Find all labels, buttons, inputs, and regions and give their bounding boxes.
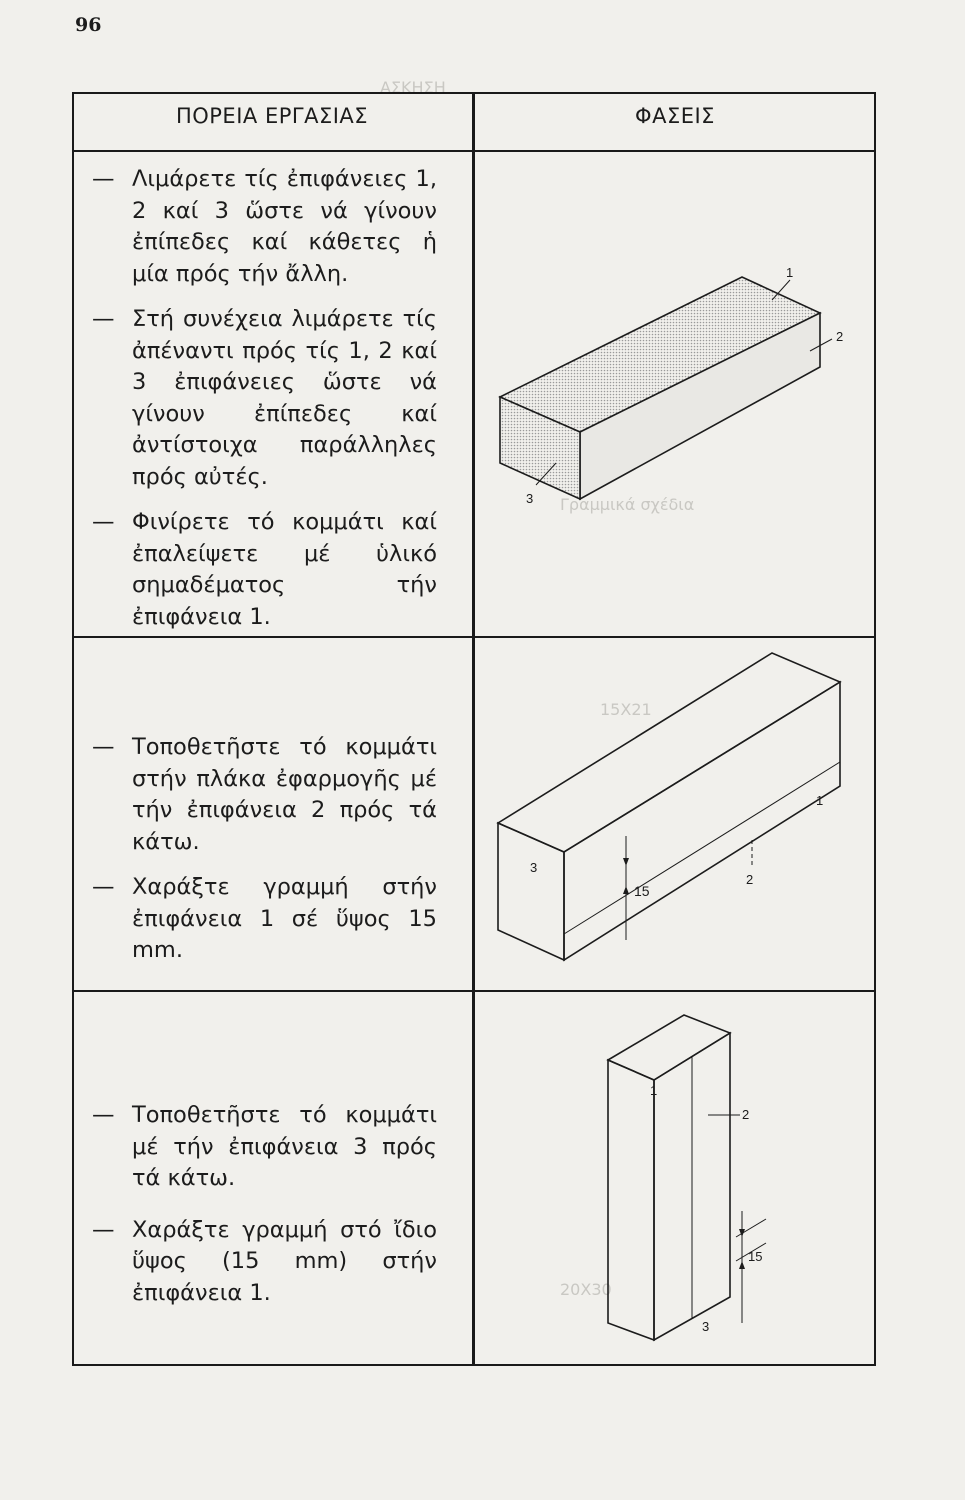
bleed-through-text: Γραμμικά σχέδια (560, 495, 695, 514)
page-number: 96 (75, 14, 102, 36)
label-surface-2: 2 (836, 329, 844, 344)
label-surface-2: 2 (746, 872, 754, 887)
dimension-arrow (623, 858, 629, 866)
figure-block-surfaces (480, 255, 860, 515)
bleed-through-text: 15X21 (600, 700, 652, 719)
label-dimension-15: 15 (748, 1249, 763, 1264)
label-surface-1: 1 (650, 1083, 658, 1098)
figure-block-marking-1 (480, 640, 860, 980)
list-dash: — (92, 734, 115, 760)
list-dash: — (92, 1216, 115, 1243)
step-item (92, 1100, 437, 1195)
scribed-line (564, 762, 840, 934)
block-top (498, 653, 840, 852)
step-item (92, 164, 437, 290)
header-phases: ΦΑΣΕΙΣ (635, 104, 715, 128)
dimension-arrow (623, 886, 629, 894)
steps-list-row-3 (92, 1100, 437, 1323)
list-dash: — (92, 166, 115, 192)
label-dimension-15: 15 (634, 883, 650, 899)
bleed-through-text: ΑΣΚΗΣΗ (380, 78, 446, 97)
column-divider (472, 92, 475, 1366)
figure-block-marking-2 (590, 1005, 790, 1345)
step-text: Χαράξτε γραμμή στήν ἐπιφάνεια 1 σέ ὕψος 15 mm. (132, 874, 437, 963)
list-dash: — (92, 874, 115, 900)
step-text: Τοποθετῆστε τό κομμάτι μέ τήν ἐπιφάνεια 3 πρός τά κάτω. (132, 1102, 437, 1191)
step-text: Τοποθετῆστε τό κομμάτι στήν πλάκα ἐφαρμογῆς μέ τήν ἐπιφάνεια 2 πρός τά κάτω. (132, 734, 437, 855)
bleed-through-text: 20X30 (560, 1280, 612, 1299)
row-divider (72, 990, 876, 992)
step-item (92, 732, 437, 858)
label-surface-1: 1 (786, 265, 794, 280)
step-item (92, 1215, 437, 1310)
step-item (92, 872, 437, 967)
list-dash: — (92, 509, 115, 535)
steps-list-row-2 (92, 732, 437, 981)
label-surface-3: 3 (702, 1319, 710, 1334)
step-text: Χαράξτε γραμμή στό ἴδιο ὕψος (15 mm) στήν ἐπιφάνεια 1. (132, 1216, 437, 1306)
step-item (92, 507, 437, 633)
block-front-face (498, 823, 564, 960)
step-text: Λιμάρετε τίς ἐπιφάνειες 1, 2 καί 3 ὥστε νά γίνουν ἐπίπεδες καί κάθετες ἡ μία πρός τήν ἄλλη. (132, 166, 437, 287)
list-dash: — (92, 1102, 115, 1128)
step-item (92, 304, 437, 493)
label-surface-3: 3 (526, 491, 534, 506)
step-text: Φινίρετε τό κομμάτι καί ἐπαλείψετε μέ ὑλικό σημαδέματος τήν ἐπιφάνεια 1. (132, 509, 437, 630)
block-right-face (564, 682, 840, 960)
label-surface-1: 1 (816, 793, 824, 808)
dimension-arrow (739, 1261, 745, 1269)
step-text: Στή συνέχεια λιμάρετε τίς ἀπέναντι πρός τίς 1, 2 καί 3 ἐπιφάνειες ὥστε νά γίνουν ἐπίπεδες καί ἀντίστοιχα παράλληλες πρός αὐτές. (132, 306, 437, 490)
header-divider (72, 150, 876, 152)
steps-list-row-1 (92, 164, 437, 647)
block-front-face (608, 1060, 654, 1340)
label-surface-3: 3 (530, 860, 538, 875)
label-surface-2: 2 (742, 1107, 750, 1122)
list-dash: — (92, 306, 115, 332)
dimension-tick (736, 1219, 766, 1237)
header-procedure: ΠΟΡΕΙΑ ΕΡΓΑΣΙΑΣ (175, 104, 369, 128)
